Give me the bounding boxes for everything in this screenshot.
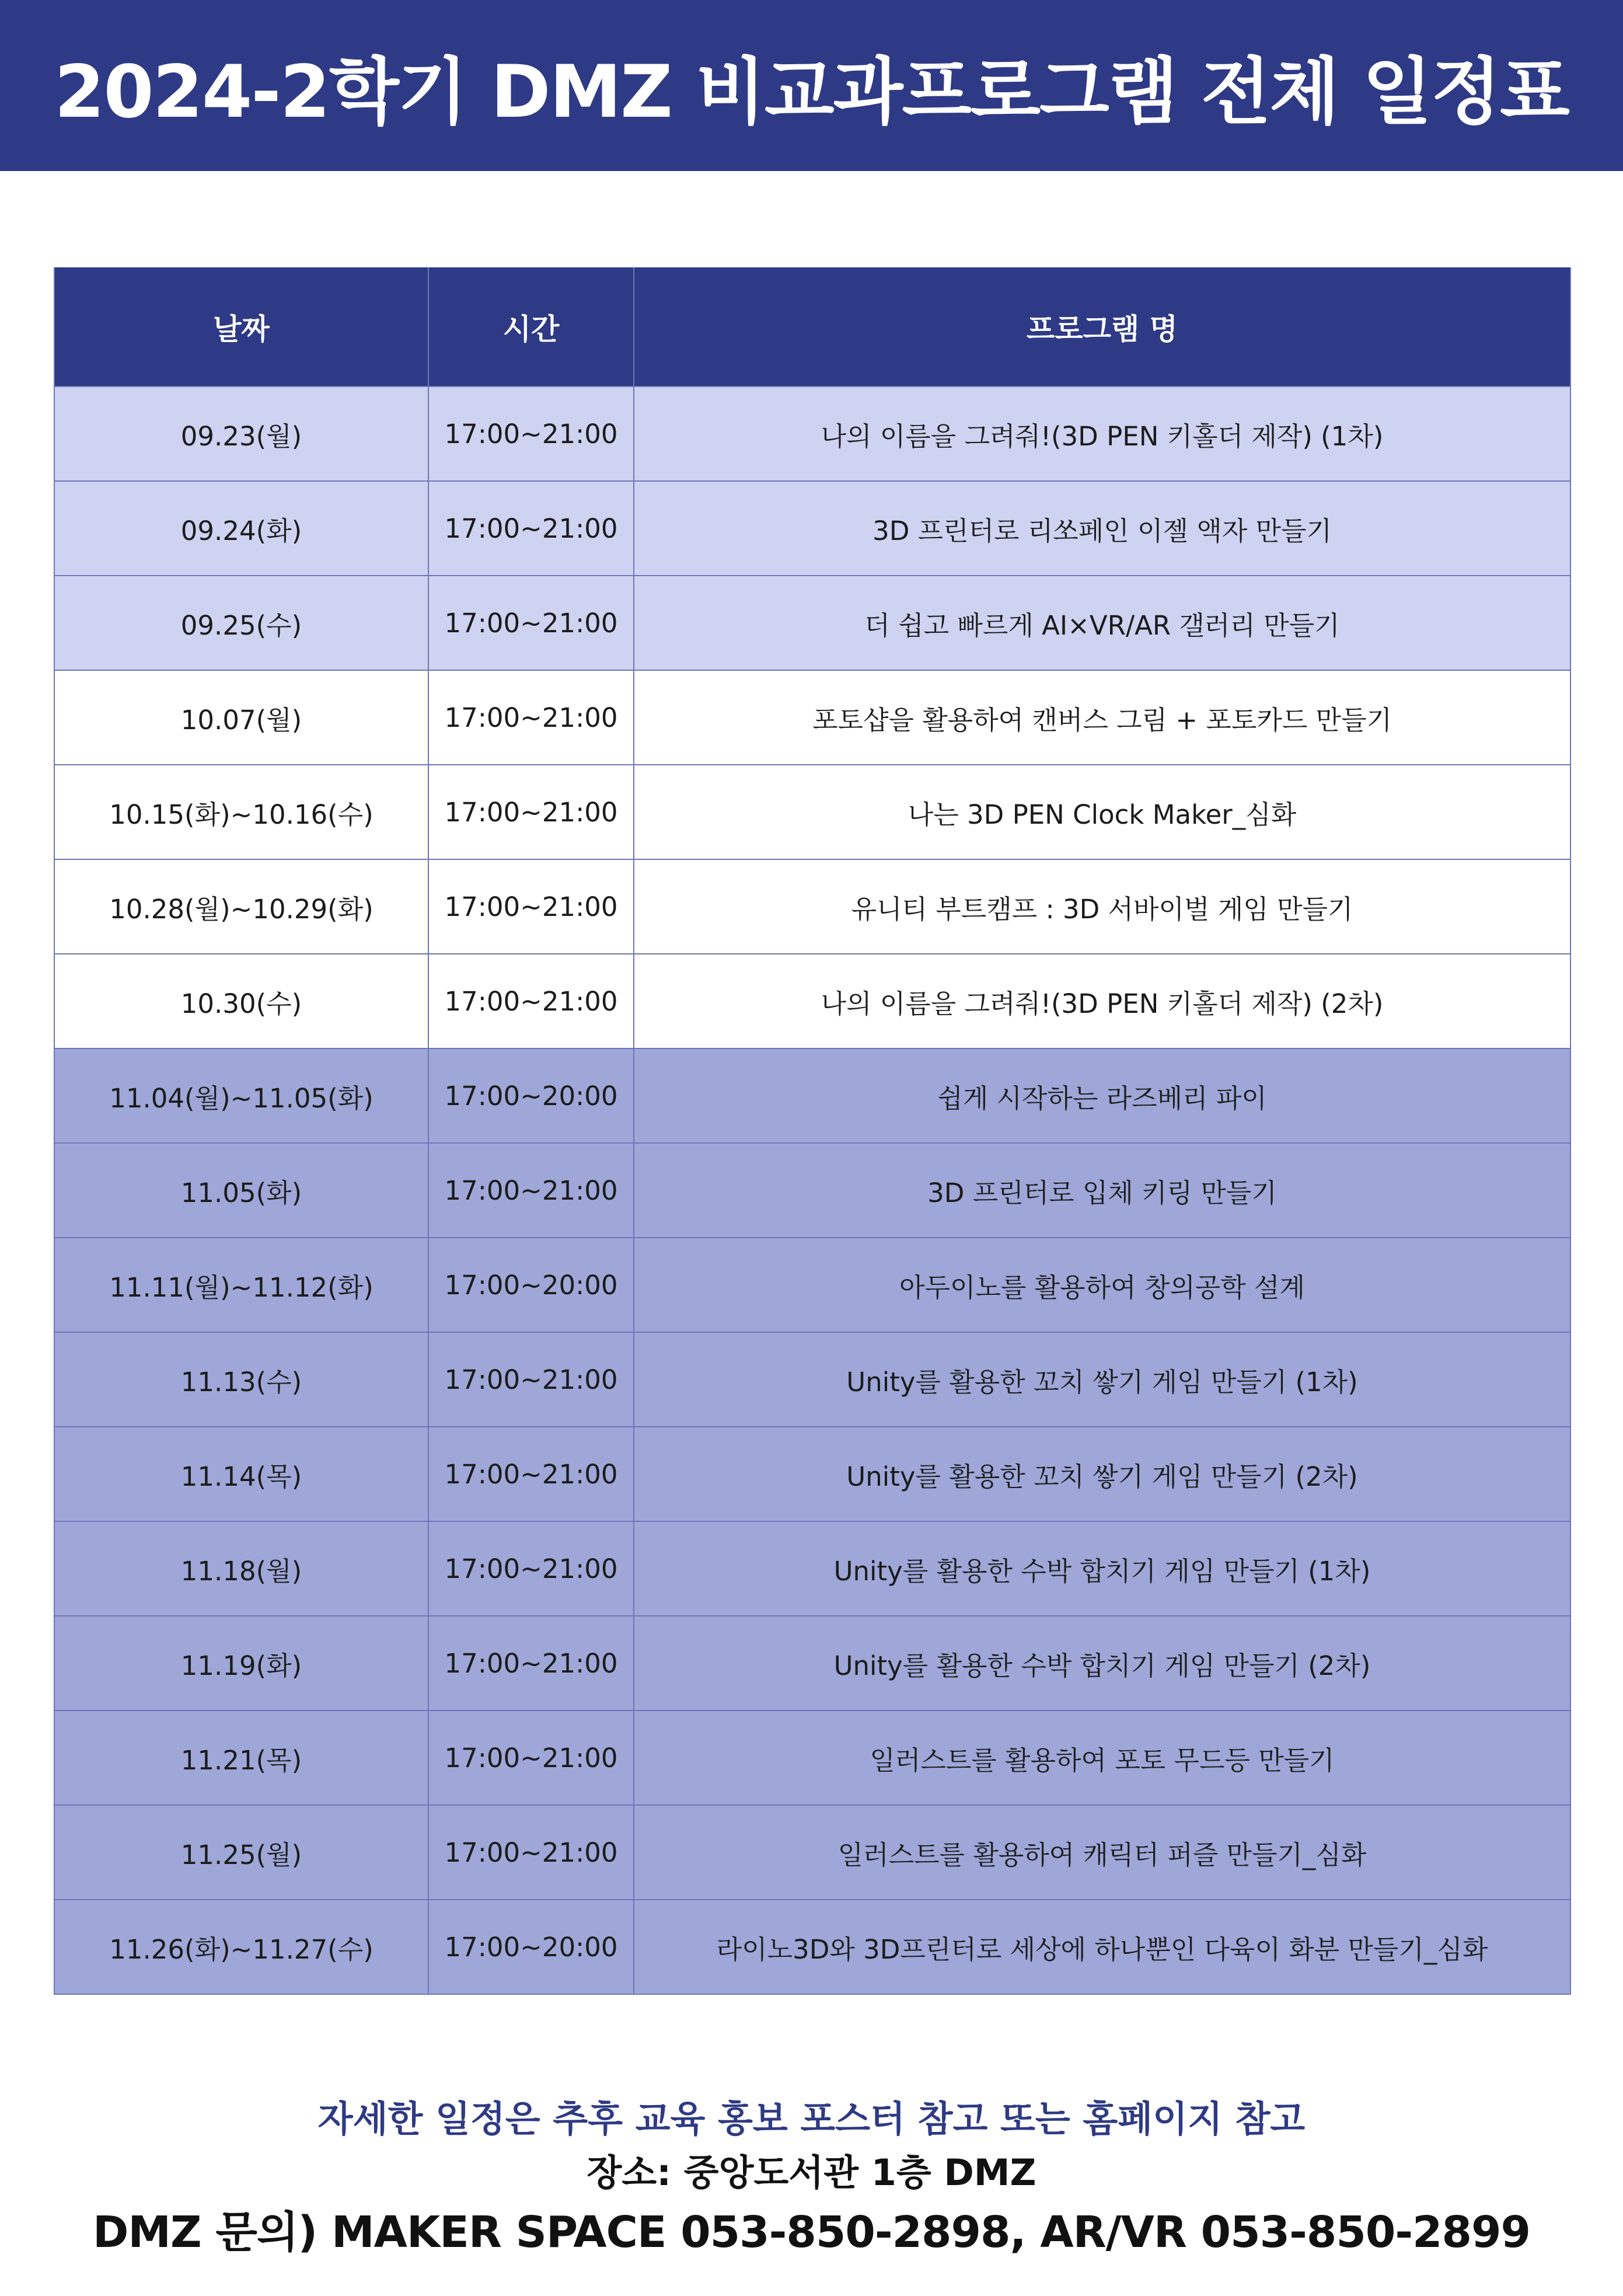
cell-time: 17:00~21:00 bbox=[428, 1710, 634, 1805]
table-row bbox=[54, 481, 1570, 576]
cell-time: 17:00~21:00 bbox=[428, 386, 634, 481]
header-time: 시간 bbox=[428, 267, 634, 386]
cell-program: 라이노3D와 3D프린터로 세상에 하나뿐인 다육이 화분 만들기_심화 bbox=[634, 1900, 1570, 1994]
cell-program: 3D 프린터로 리쏘페인 이젤 액자 만들기 bbox=[634, 481, 1570, 576]
cell-program: 쉽게 시작하는 라즈베리 파이 bbox=[634, 1048, 1570, 1143]
cell-program: Unity를 활용한 수박 합치기 게임 만들기 (2차) bbox=[634, 1616, 1570, 1710]
cell-date: 11.26(화)~11.27(수) bbox=[54, 1900, 428, 1994]
cell-time: 17:00~21:00 bbox=[428, 1332, 634, 1427]
cell-program: 나의 이름을 그려줘!(3D PEN 키홀더 제작) (2차) bbox=[634, 954, 1570, 1048]
table-row bbox=[54, 1710, 1570, 1805]
cell-date: 11.04(월)~11.05(화) bbox=[54, 1048, 428, 1143]
table-row bbox=[54, 1521, 1570, 1616]
cell-date: 10.30(수) bbox=[54, 954, 428, 1048]
table-row bbox=[54, 1332, 1570, 1427]
cell-time: 17:00~21:00 bbox=[428, 1805, 634, 1900]
cell-time: 17:00~20:00 bbox=[428, 1238, 634, 1332]
schedule-table bbox=[54, 267, 1571, 1995]
cell-program: Unity를 활용한 꼬치 쌓기 게임 만들기 (1차) bbox=[634, 1332, 1570, 1427]
cell-time: 17:00~20:00 bbox=[428, 1900, 634, 1994]
table-row bbox=[54, 1805, 1570, 1900]
table-row bbox=[54, 859, 1570, 954]
cell-time: 17:00~21:00 bbox=[428, 481, 634, 576]
cell-time: 17:00~21:00 bbox=[428, 670, 634, 765]
cell-program: Unity를 활용한 꼬치 쌓기 게임 만들기 (2차) bbox=[634, 1427, 1570, 1521]
cell-date: 11.25(월) bbox=[54, 1805, 428, 1900]
table-row bbox=[54, 1143, 1570, 1238]
cell-date: 10.07(월) bbox=[54, 670, 428, 765]
cell-program: 나의 이름을 그려줘!(3D PEN 키홀더 제작) (1차) bbox=[634, 386, 1570, 481]
table-row bbox=[54, 1238, 1570, 1332]
page-title: 2024-2학기 DMZ 비교과프로그램 전체 일정표 bbox=[54, 50, 1569, 134]
table-row bbox=[54, 1616, 1570, 1710]
table-row bbox=[54, 386, 1570, 481]
cell-date: 09.25(수) bbox=[54, 576, 428, 670]
cell-program: 3D 프린터로 입체 키링 만들기 bbox=[634, 1143, 1570, 1238]
cell-date: 10.28(월)~10.29(화) bbox=[54, 859, 428, 954]
cell-program: 유니티 부트캠프 : 3D 서바이벌 게임 만들기 bbox=[634, 859, 1570, 954]
table-row bbox=[54, 1048, 1570, 1143]
cell-date: 11.14(목) bbox=[54, 1427, 428, 1521]
cell-date: 09.24(화) bbox=[54, 481, 428, 576]
cell-date: 11.19(화) bbox=[54, 1616, 428, 1710]
table-row bbox=[54, 954, 1570, 1048]
cell-program: 나는 3D PEN Clock Maker_심화 bbox=[634, 765, 1570, 859]
cell-date: 09.23(월) bbox=[54, 386, 428, 481]
cell-time: 17:00~20:00 bbox=[428, 1048, 634, 1143]
cell-time: 17:00~21:00 bbox=[428, 1616, 634, 1710]
cell-date: 11.18(월) bbox=[54, 1521, 428, 1616]
cell-program: 일러스트를 활용하여 캐릭터 퍼즐 만들기_심화 bbox=[634, 1805, 1570, 1900]
cell-program: 더 쉽고 빠르게 AI×VR/AR 갤러리 만들기 bbox=[634, 576, 1570, 670]
header-program: 프로그램 명 bbox=[634, 267, 1570, 386]
header-date: 날짜 bbox=[54, 267, 428, 386]
table-header-row bbox=[54, 267, 1570, 386]
cell-date: 11.21(목) bbox=[54, 1710, 428, 1805]
cell-time: 17:00~21:00 bbox=[428, 765, 634, 859]
schedule-rows bbox=[54, 386, 1570, 1994]
table-row bbox=[54, 765, 1570, 859]
cell-time: 17:00~21:00 bbox=[428, 859, 634, 954]
cell-time: 17:00~21:00 bbox=[428, 576, 634, 670]
table-row bbox=[54, 1427, 1570, 1521]
footer-location: 장소: 중앙도서관 1층 DMZ bbox=[587, 2151, 1036, 2194]
table-row bbox=[54, 670, 1570, 765]
cell-date: 11.13(수) bbox=[54, 1332, 428, 1427]
cell-time: 17:00~21:00 bbox=[428, 1521, 634, 1616]
page-header bbox=[0, 0, 1623, 171]
cell-time: 17:00~21:00 bbox=[428, 1143, 634, 1238]
cell-date: 10.15(화)~10.16(수) bbox=[54, 765, 428, 859]
table-row bbox=[54, 576, 1570, 670]
cell-date: 11.05(화) bbox=[54, 1143, 428, 1238]
cell-program: 아두이노를 활용하여 창의공학 설계 bbox=[634, 1238, 1570, 1332]
cell-date: 11.11(월)~11.12(화) bbox=[54, 1238, 428, 1332]
table-row bbox=[54, 1900, 1570, 1994]
footer-note: 자세한 일정은 추후 교육 홍보 포스터 참고 또는 홈페이지 참고 bbox=[317, 2098, 1306, 2140]
cell-program: Unity를 활용한 수박 합치기 게임 만들기 (1차) bbox=[634, 1521, 1570, 1616]
cell-time: 17:00~21:00 bbox=[428, 1427, 634, 1521]
footer-contact: DMZ 문의) MAKER SPACE 053-850-2898, AR/VR 053-850-2899 bbox=[92, 2207, 1530, 2257]
cell-time: 17:00~21:00 bbox=[428, 954, 634, 1048]
cell-program: 일러스트를 활용하여 포토 무드등 만들기 bbox=[634, 1710, 1570, 1805]
cell-program: 포토샵을 활용하여 캔버스 그림 + 포토카드 만들기 bbox=[634, 670, 1570, 765]
